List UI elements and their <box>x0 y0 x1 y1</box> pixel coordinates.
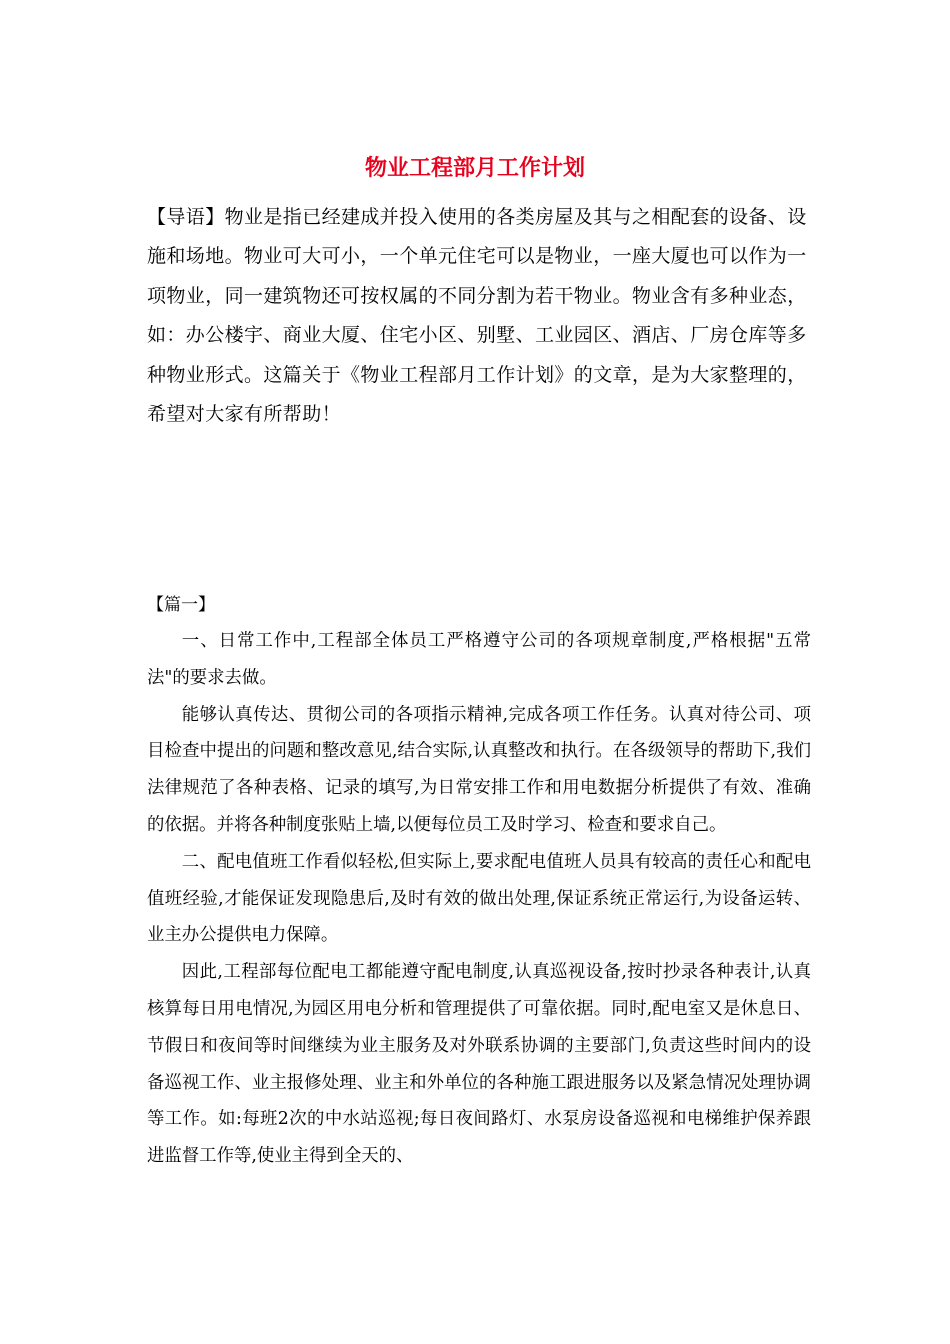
intro-paragraph: 【导语】物业是指已经建成并投入使用的各类房屋及其与之相配套的设备、设施和场地。物业可大可小，一个单元住宅可以是物业，一座大厦也可以作为一项物业，同一建筑物还可按权属的不同分割为若干物业。物业含有多种业态，如：办公楼宇、商业大厦、住宅小区、别墅、工业园区、酒店、厂房仓库等多种物业形式。这篇关于《物业工程部月工作计划》的文章，是为大家整理的，希望对大家有所帮助！ <box>147 206 807 426</box>
body-paragraph: 能够认真传达、贯彻公司的各项指示精神,完成各项工作任务。认真对待公司、项目检查中提出的问题和整改意见,结合实际,认真整改和执行。在各级领导的帮助下,我们法律规范了各种表格、记录的填写,为日常安排工作和用电数据分析提供了有效、准确的依据。并将各种制度张贴上墙,以便每位员工及时学习、检查和要求自己。 <box>147 704 811 835</box>
section-label: 【篇一】 <box>147 595 215 615</box>
body-paragraph: 一、日常工作中,工程部全体员工严格遵守公司的各项规章制度,严格根据"五常法"的要求去做。 <box>147 631 811 688</box>
body-paragraph: 二、配电值班工作看似轻松,但实际上,要求配电值班人员具有较高的责任心和配电值班经验,才能保证发现隐患后,及时有效的做出处理,保证系统正常运行,为设备运转、业主办公提供电力保障。 <box>147 851 811 946</box>
body-paragraph: 因此,工程部每位配电工都能遵守配电制度,认真巡视设备,按时抄录各种表计,认真核算每日用电情况,为园区用电分析和管理提供了可靠依据。同时,配电室又是休息日、节假日和夜间等时间继续为业主服务及对外联系协调的主要部门,负责这些时间内的设备巡视工作、业主报修处理、业主和外单位的各种施工跟进服务以及紧急情况处理协调等工作。如:每班2次的中水站巡视;每日夜间路灯、水泵房设备巡视和电梯维护保养跟进监督工作等,使业主得到全天的、 <box>147 962 811 1167</box>
document-title: 物业工程部月工作计划 <box>364 155 585 181</box>
body-text <box>147 623 811 1175</box>
